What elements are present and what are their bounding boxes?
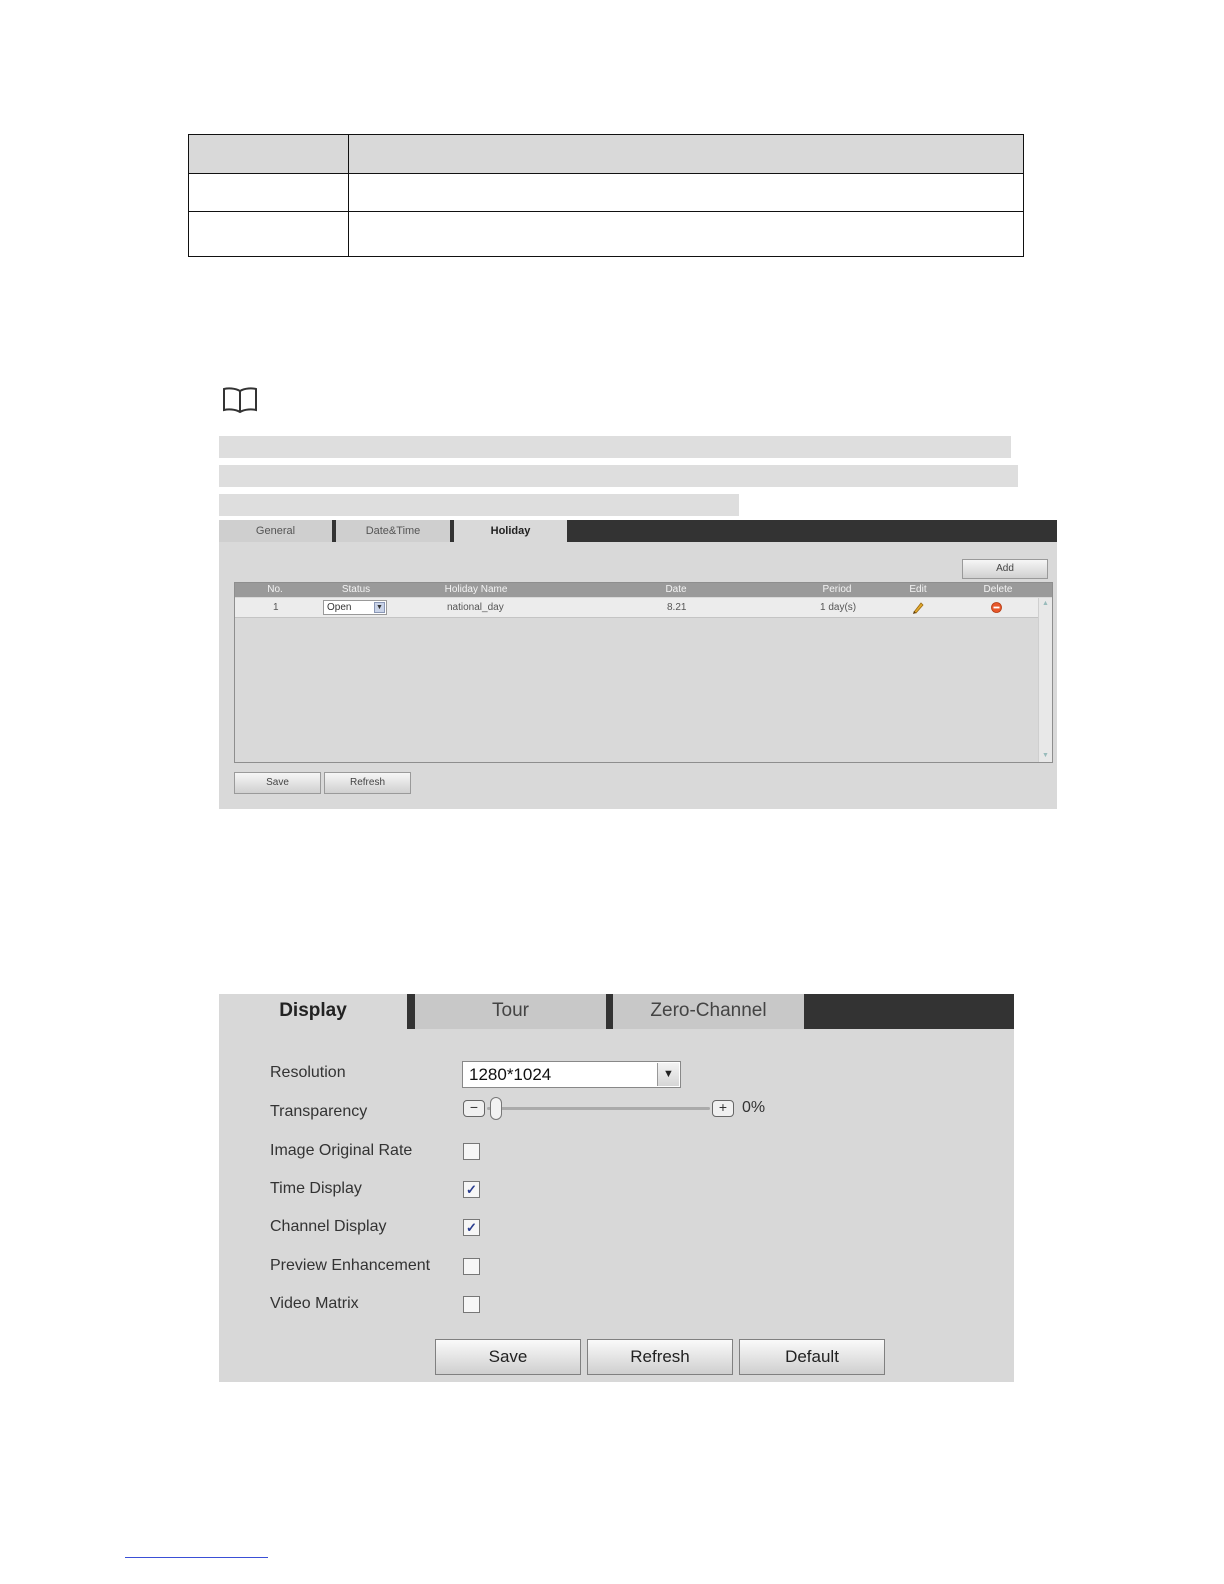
status-value: Open	[327, 602, 352, 613]
table-cell	[189, 212, 349, 257]
preview-enhancement-checkbox[interactable]	[463, 1258, 480, 1275]
time-display-label: Time Display	[270, 1180, 362, 1197]
tab-holiday[interactable]: Holiday	[454, 520, 567, 542]
chevron-down-icon[interactable]: ▼	[374, 602, 385, 613]
column-header: Delete	[983, 584, 1013, 595]
table-row[interactable]	[235, 598, 1038, 618]
time-display-checkbox[interactable]: ✓	[463, 1181, 480, 1198]
footer-link-underline[interactable]	[125, 1557, 268, 1558]
save-button[interactable]: Save	[435, 1339, 581, 1375]
holiday-date: 8.21	[667, 602, 687, 613]
holiday-table	[234, 582, 1053, 763]
channel-display-checkbox[interactable]: ✓	[463, 1219, 480, 1236]
transparency-slider-track[interactable]	[487, 1107, 710, 1110]
holiday-settings-panel	[219, 520, 1057, 809]
delete-icon[interactable]	[991, 602, 1002, 613]
column-header: Period	[822, 584, 852, 595]
tab-tour[interactable]: Tour	[415, 994, 606, 1029]
transparency-slider-handle[interactable]	[490, 1097, 502, 1120]
note-text-line	[219, 436, 1011, 458]
column-header: No.	[267, 584, 283, 595]
table-header	[235, 583, 1052, 597]
refresh-button[interactable]: Refresh	[587, 1339, 733, 1375]
resolution-select[interactable]	[462, 1061, 681, 1088]
note-text-line	[219, 494, 739, 516]
status-select[interactable]	[323, 600, 387, 615]
image-original-rate-label: Image Original Rate	[270, 1142, 413, 1159]
table-cell	[349, 212, 1024, 257]
add-button[interactable]: Add	[962, 559, 1048, 579]
tab-display[interactable]: Display	[219, 994, 407, 1029]
table-row	[189, 212, 1024, 257]
video-matrix-label: Video Matrix	[270, 1295, 359, 1312]
video-matrix-checkbox[interactable]	[463, 1296, 480, 1313]
table-row	[189, 174, 1024, 212]
tab-date-time[interactable]: Date&Time	[336, 520, 450, 542]
default-button[interactable]: Default	[739, 1339, 885, 1375]
scroll-up-icon[interactable]: ▲	[1042, 600, 1049, 607]
table-cell	[189, 174, 349, 212]
scrollbar[interactable]	[1038, 598, 1052, 762]
column-header: Holiday Name	[444, 584, 508, 595]
minus-icon[interactable]: −	[463, 1100, 485, 1117]
column-header: Status	[341, 584, 371, 595]
save-button[interactable]: Save	[234, 772, 321, 794]
tab-general[interactable]: General	[219, 520, 332, 542]
table-cell	[189, 135, 349, 174]
table-cell	[349, 174, 1024, 212]
parameter-table	[188, 134, 1024, 257]
table-header-row	[189, 135, 1024, 174]
note-text-line	[219, 465, 1018, 487]
pencil-icon[interactable]	[911, 600, 925, 615]
refresh-button[interactable]: Refresh	[324, 772, 411, 794]
row-number: 1	[273, 602, 279, 613]
chevron-down-icon[interactable]: ▼	[657, 1063, 679, 1086]
preview-enhancement-label: Preview Enhancement	[270, 1257, 431, 1274]
scroll-down-icon[interactable]: ▼	[1042, 752, 1049, 759]
holiday-name: national_day	[447, 602, 504, 613]
channel-display-label: Channel Display	[270, 1218, 387, 1235]
column-header: Edit	[909, 584, 927, 595]
resolution-value: 1280*1024	[469, 1065, 552, 1084]
plus-icon[interactable]: +	[712, 1100, 734, 1117]
image-original-rate-checkbox[interactable]	[463, 1143, 480, 1160]
resolution-label: Resolution	[270, 1064, 346, 1081]
holiday-period: 1 day(s)	[820, 602, 857, 613]
book-note-icon	[221, 385, 259, 415]
table-cell	[349, 135, 1024, 174]
transparency-value: 0%	[742, 1099, 766, 1116]
display-settings-panel	[219, 994, 1014, 1382]
transparency-label: Transparency	[270, 1103, 368, 1120]
column-header: Date	[665, 584, 687, 595]
tab-zero-channel[interactable]: Zero-Channel	[613, 994, 804, 1029]
